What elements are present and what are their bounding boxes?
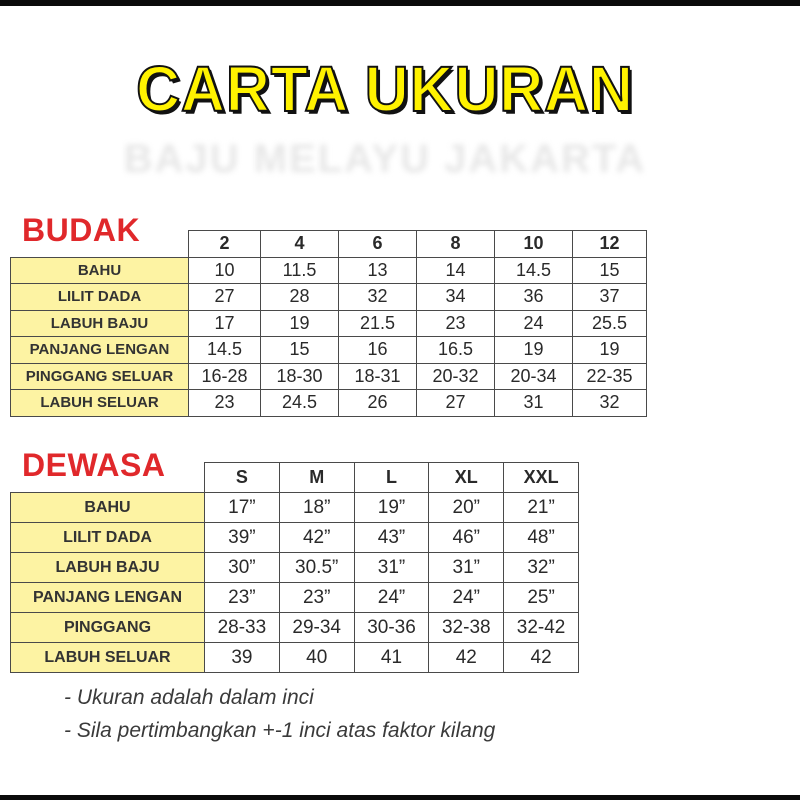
row-label: LABUH SELUAR [11, 390, 189, 417]
measurement-cell: 24 [495, 310, 573, 337]
measurement-cell: 24” [429, 583, 504, 613]
measurement-cell: 18-30 [261, 363, 339, 390]
measurement-cell: 37 [573, 284, 647, 311]
measurement-cell: 29-34 [279, 613, 354, 643]
measurement-cell: 15 [261, 337, 339, 364]
measurement-cell: 19 [261, 310, 339, 337]
row-label: LILIT DADA [11, 284, 189, 311]
measurement-cell: 31” [354, 553, 429, 583]
measurement-cell: 18” [279, 493, 354, 523]
size-header: 2 [189, 231, 261, 258]
measurement-cell: 14 [417, 257, 495, 284]
measurement-cell: 34 [417, 284, 495, 311]
measurement-cell: 22-35 [573, 363, 647, 390]
table-row [11, 553, 579, 583]
measurement-cell: 41 [354, 643, 429, 673]
row-label: PANJANG LENGAN [11, 337, 189, 364]
row-label: LABUH BAJU [11, 553, 205, 583]
row-label: PANJANG LENGAN [11, 583, 205, 613]
size-header: 4 [261, 231, 339, 258]
budak-size-table [10, 230, 647, 417]
row-label: PINGGANG SELUAR [11, 363, 189, 390]
note-unit: - Ukuran adalah dalam inci [64, 686, 314, 709]
measurement-cell: 48” [504, 523, 579, 553]
dewasa-size-table [10, 462, 579, 673]
measurement-cell: 18-31 [339, 363, 417, 390]
size-header: L [354, 463, 429, 493]
table-row [11, 493, 579, 523]
measurement-cell: 24” [354, 583, 429, 613]
measurement-cell: 32 [573, 390, 647, 417]
measurement-cell: 19 [573, 337, 647, 364]
table-row [11, 337, 647, 364]
size-header: M [279, 463, 354, 493]
size-header: 10 [495, 231, 573, 258]
measurement-cell: 31 [495, 390, 573, 417]
measurement-cell: 27 [189, 284, 261, 311]
measurement-cell: 30.5” [279, 553, 354, 583]
notes [64, 681, 495, 747]
measurement-cell: 26 [339, 390, 417, 417]
table-row [11, 310, 647, 337]
row-label: LABUH BAJU [11, 310, 189, 337]
measurement-cell: 39” [205, 523, 280, 553]
measurement-cell: 28 [261, 284, 339, 311]
table-row [11, 363, 647, 390]
header-corner [11, 463, 205, 493]
measurement-cell: 21” [504, 493, 579, 523]
faded-subtitle: BAJU MELAYU JAKARTA [123, 136, 647, 181]
measurement-cell: 43” [354, 523, 429, 553]
measurement-cell: 15 [573, 257, 647, 284]
size-header: 8 [417, 231, 495, 258]
measurement-cell: 16 [339, 337, 417, 364]
measurement-cell: 40 [279, 643, 354, 673]
size-header: 12 [573, 231, 647, 258]
measurement-cell: 17 [189, 310, 261, 337]
measurement-cell: 21.5 [339, 310, 417, 337]
row-label: BAHU [11, 493, 205, 523]
measurement-cell: 30” [205, 553, 280, 583]
table-row [11, 613, 579, 643]
measurement-cell: 24.5 [261, 390, 339, 417]
measurement-cell: 32 [339, 284, 417, 311]
note-tolerance: - Sila pertimbangkan +-1 inci atas faktor kilang [64, 719, 496, 742]
table-row [11, 390, 647, 417]
row-label: LILIT DADA [11, 523, 205, 553]
measurement-cell: 23” [279, 583, 354, 613]
row-label: PINGGANG [11, 613, 205, 643]
measurement-cell: 27 [417, 390, 495, 417]
size-header: XXL [504, 463, 579, 493]
measurement-cell: 16.5 [417, 337, 495, 364]
measurement-cell: 31” [429, 553, 504, 583]
measurement-cell: 19” [354, 493, 429, 523]
measurement-cell: 30-36 [354, 613, 429, 643]
page-title: CARTA UKURAN [136, 53, 634, 125]
measurement-cell: 11.5 [261, 257, 339, 284]
measurement-cell: 42” [279, 523, 354, 553]
table-row [11, 583, 579, 613]
measurement-cell: 20-34 [495, 363, 573, 390]
table-row [11, 284, 647, 311]
measurement-cell: 13 [339, 257, 417, 284]
measurement-cell: 20” [429, 493, 504, 523]
header-corner [11, 231, 189, 258]
table-row [11, 523, 579, 553]
row-label: BAHU [11, 257, 189, 284]
measurement-cell: 23 [417, 310, 495, 337]
measurement-cell: 32” [504, 553, 579, 583]
measurement-cell: 17” [205, 493, 280, 523]
table-row [11, 643, 579, 673]
measurement-cell: 19 [495, 337, 573, 364]
row-label: LABUH SELUAR [11, 643, 205, 673]
measurement-cell: 10 [189, 257, 261, 284]
table-row [11, 257, 647, 284]
bottom-border [0, 795, 800, 800]
budak-label: BUDAK [22, 212, 141, 248]
measurement-cell: 32-42 [504, 613, 579, 643]
measurement-cell: 28-33 [205, 613, 280, 643]
measurement-cell: 14.5 [189, 337, 261, 364]
measurement-cell: 23” [205, 583, 280, 613]
dewasa-label: DEWASA [22, 447, 166, 483]
measurement-cell: 46” [429, 523, 504, 553]
size-header: S [205, 463, 280, 493]
measurement-cell: 23 [189, 390, 261, 417]
measurement-cell: 25” [504, 583, 579, 613]
measurement-cell: 25.5 [573, 310, 647, 337]
measurement-cell: 14.5 [495, 257, 573, 284]
size-header-row [11, 231, 647, 258]
measurement-cell: 32-38 [429, 613, 504, 643]
measurement-cell: 16-28 [189, 363, 261, 390]
top-border [0, 0, 800, 6]
size-header-row [11, 463, 579, 493]
measurement-cell: 39 [205, 643, 280, 673]
size-header: 6 [339, 231, 417, 258]
size-header: XL [429, 463, 504, 493]
measurement-cell: 42 [429, 643, 504, 673]
measurement-cell: 42 [504, 643, 579, 673]
measurement-cell: 36 [495, 284, 573, 311]
measurement-cell: 20-32 [417, 363, 495, 390]
